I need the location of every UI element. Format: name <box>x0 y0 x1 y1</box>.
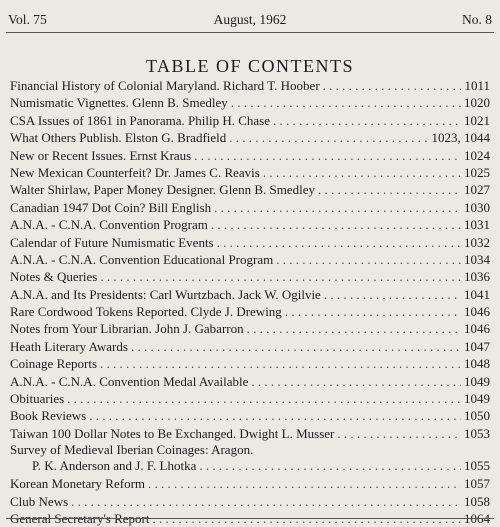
toc-entry <box>10 268 490 285</box>
dot-leader <box>251 373 461 390</box>
entry-title: Financial History of Colonial Maryland. Richard T. Hoober <box>10 78 320 93</box>
entry-title: A.N.A. - C.N.A. Convention Educational Program <box>10 251 274 267</box>
toc-entry <box>10 442 490 475</box>
bottom-rule <box>6 518 494 519</box>
dot-leader <box>324 286 461 303</box>
dot-leader <box>89 407 461 424</box>
entry-page-number: 1025 <box>464 164 490 180</box>
entry-page-number: 1057 <box>464 476 490 492</box>
entry-title: Taiwan 100 Dollar Notes to Be Exchanged. Dwight L. Musser <box>10 425 335 441</box>
toc-entry <box>10 390 490 407</box>
entry-title: A.N.A. - C.N.A. Convention Medal Available <box>10 373 249 389</box>
dot-leader <box>276 251 461 268</box>
volume-label: Vol. 75 <box>8 12 47 27</box>
toc-entry <box>10 234 490 251</box>
entry-title: Notes from Your Librarian. John J. Gabarron <box>10 321 244 337</box>
dot-leader <box>273 112 461 129</box>
entry-title: New Mexican Counterfeit? Dr. James C. Reavis <box>10 164 260 180</box>
entry-title: New or Recent Issues. Ernst Kraus <box>10 147 192 163</box>
entry-page-number: 1041 <box>464 286 490 302</box>
entry-title: Obituaries <box>10 391 65 407</box>
entry-page-number: 1021 <box>464 112 490 128</box>
entry-page-number: 1031 <box>464 217 490 233</box>
dot-leader <box>323 77 462 94</box>
dot-leader <box>71 493 461 510</box>
entry-title-continued-line <box>10 457 490 475</box>
entry-page-number: 1053 <box>464 425 490 441</box>
toc-entry <box>10 493 490 510</box>
toc-list <box>10 77 490 527</box>
entry-page-number: 1030 <box>464 199 490 215</box>
entry-title: Calendar of Future Numismatic Events <box>10 234 214 250</box>
entry-page-number: 1055 <box>464 458 490 474</box>
toc-entry <box>10 199 490 216</box>
entry-page-number: 1047 <box>464 338 490 354</box>
dot-leader <box>100 268 461 285</box>
toc-entry <box>10 94 490 111</box>
page-header <box>6 8 494 33</box>
toc-entry <box>10 112 490 129</box>
entry-title: What Others Publish. Elston G. Bradfield <box>10 130 227 146</box>
dot-leader <box>285 303 461 320</box>
entry-page-number: 1024 <box>464 147 490 163</box>
toc-entry <box>10 407 490 424</box>
entry-title: General Secretary's Report <box>10 510 150 526</box>
entry-page-number: 1049 <box>464 391 490 407</box>
dot-leader <box>148 475 461 492</box>
dot-leader <box>100 355 461 372</box>
entry-title: Walter Shirlaw, Paper Money Designer. Glenn B. Smedley <box>10 182 315 198</box>
toc-entry <box>10 320 490 337</box>
entry-title: Rare Cordwood Tokens Reported. Clyde J. Drewing <box>10 304 282 320</box>
toc-entry <box>10 286 490 303</box>
entry-page-number: 1023, 1044 <box>431 130 490 146</box>
entry-page-number: 1020 <box>464 95 490 111</box>
entry-title: Survey of Medieval Iberian Coinages: Aragon. <box>10 442 254 458</box>
toc-entry <box>10 475 490 492</box>
dot-leader <box>231 94 461 111</box>
toc-entry <box>10 181 490 198</box>
entry-title: Numismatic Vignettes. Glenn B. Smedley <box>10 95 228 111</box>
entry-page-number: 1049 <box>464 373 490 389</box>
toc-entry <box>10 425 490 442</box>
toc-entry <box>10 77 490 94</box>
entry-page-number: 1032 <box>464 234 490 250</box>
entry-page-number: 1011 <box>464 78 490 93</box>
toc-entry <box>10 147 490 164</box>
dot-leader <box>194 147 461 164</box>
dot-leader <box>211 216 461 233</box>
entry-page-number: 1064 <box>464 510 490 526</box>
entry-page-number: 1034 <box>464 251 490 267</box>
dot-leader <box>199 457 461 475</box>
entry-title: A.N.A. and Its Presidents: Carl Wurtzbach. Jack W. Ogilvie <box>10 286 321 302</box>
dot-leader <box>229 129 428 146</box>
entry-title: Canadian 1947 Dot Coin? Bill English <box>10 199 212 215</box>
toc-entry <box>10 338 490 355</box>
dot-leader <box>318 181 461 198</box>
dot-leader <box>337 425 461 442</box>
dot-leader <box>247 320 461 337</box>
entry-page-number: 1046 <box>464 304 490 320</box>
toc-entry <box>10 216 490 233</box>
entry-title: Coinage Reports <box>10 356 98 372</box>
entry-title: Notes & Queries <box>10 269 98 285</box>
entry-title: Korean Monetary Reform <box>10 476 146 492</box>
entry-title: Book Reviews <box>10 408 87 424</box>
dot-leader <box>217 234 461 251</box>
dot-leader <box>131 338 461 355</box>
toc-entry <box>10 303 490 320</box>
toc-entry <box>10 251 490 268</box>
entry-title: A.N.A. - C.N.A. Convention Program <box>10 217 208 233</box>
toc-entry <box>10 355 490 372</box>
entry-page-number: 1027 <box>464 182 490 198</box>
entry-page-number: 1046 <box>464 321 490 337</box>
toc-entry <box>10 129 490 146</box>
entry-page-number: 1048 <box>464 356 490 372</box>
entry-title: Heath Literary Awards <box>10 338 128 354</box>
issue-number: No. 8 <box>462 12 492 27</box>
dot-leader <box>67 390 461 407</box>
toc-entry <box>10 164 490 181</box>
page-title: TABLE OF CONTENTS <box>145 56 355 76</box>
entry-title-continued: P. K. Anderson and J. F. Lhotka <box>32 458 197 474</box>
dot-leader <box>263 164 461 181</box>
entry-page-number: 1050 <box>464 408 490 424</box>
entry-title: Club News <box>10 493 69 509</box>
issue-date: August, 1962 <box>213 12 287 27</box>
dot-leader <box>214 199 461 216</box>
toc-entry <box>10 373 490 390</box>
entry-page-number: 1036 <box>464 269 490 285</box>
entry-title: CSA Issues of 1861 in Panorama. Philip H. Chase <box>10 112 270 128</box>
entry-page-number: 1058 <box>464 493 490 509</box>
